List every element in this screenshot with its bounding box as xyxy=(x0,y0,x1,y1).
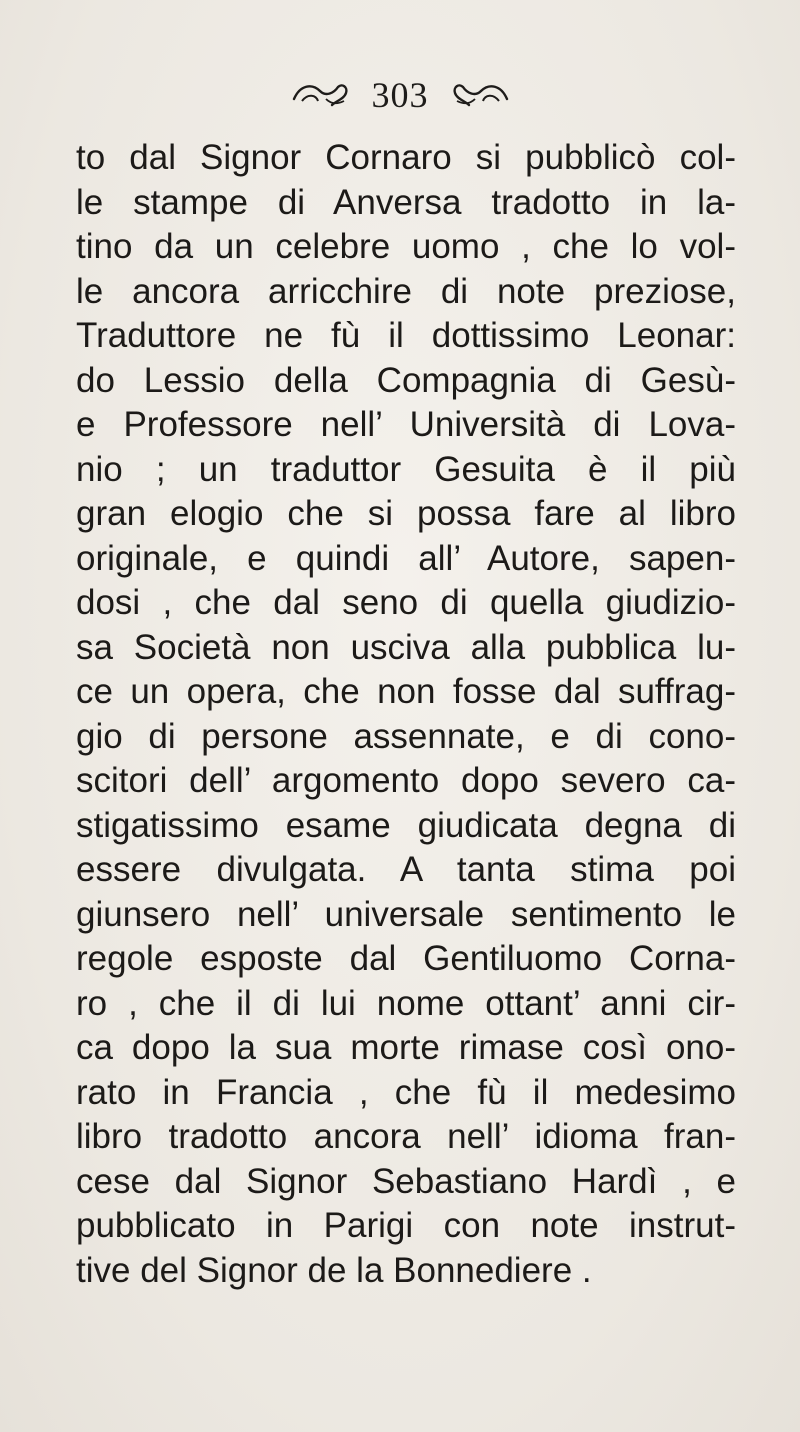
text-line: tive del Signor de la Bonnediere . xyxy=(76,1250,592,1290)
text-line: essere divulgata. A tanta stima poi xyxy=(76,850,736,889)
text-line: giunsero nell’ universale sentimento le xyxy=(76,894,736,934)
text-line: tino da un celebre uomo , che lo vol- xyxy=(76,227,736,266)
text-line: gio di persone assennate, e di cono- xyxy=(76,716,736,756)
text-line: to dal Signor Cornaro si pubblicò col- xyxy=(76,138,736,177)
text-line: rato in Francia , che fù il medesimo xyxy=(76,1072,736,1112)
ornament-flourish-right-icon xyxy=(443,79,513,111)
text-line: scitori dell’ argomento dopo severo ca- xyxy=(76,761,736,800)
text-line: ro , che il di lui nome ottant’ anni cir- xyxy=(76,983,736,1023)
text-line: cese dal Signor Sebastiano Hardì , e xyxy=(76,1161,736,1201)
text-line: nio ; un traduttor Gesuita è il più xyxy=(76,449,736,489)
text-line: ce un opera, che non fosse dal suffrag- xyxy=(76,672,736,711)
text-line: dosi , che dal seno di quella giudizio- xyxy=(76,583,736,622)
text-line: do Lessio della Compagnia di Gesù- xyxy=(76,360,736,400)
text-line: pubblicato in Parigi con note instrut- xyxy=(76,1206,736,1245)
text-line: Traduttore ne fù il dottissimo Leonar: xyxy=(76,316,736,355)
text-line: ca dopo la sua morte rimase così ono- xyxy=(76,1028,736,1067)
text-line: gran elogio che si possa fare al libro xyxy=(76,494,736,533)
text-line: stigatissimo esame giudicata degna di xyxy=(76,805,736,845)
page-number: 303 xyxy=(371,75,429,115)
text-line: le stampe di Anversa tradotto in la- xyxy=(76,182,736,222)
text-line: le ancora arricchire di note preziose, xyxy=(76,271,736,311)
ornament-flourish-left-icon xyxy=(288,79,358,111)
body-text xyxy=(76,136,736,1293)
text-line: libro tradotto ancora nell’ idioma fran- xyxy=(76,1117,736,1156)
text-line: e Professore nell’ Università di Lova- xyxy=(76,405,736,444)
text-line: originale, e quindi all’ Autore, sapen- xyxy=(76,538,736,578)
text-line: sa Società non usciva alla pubblica lu- xyxy=(76,627,736,667)
text-line: regole esposte dal Gentiluomo Corna- xyxy=(76,939,736,978)
page-header xyxy=(0,74,800,126)
